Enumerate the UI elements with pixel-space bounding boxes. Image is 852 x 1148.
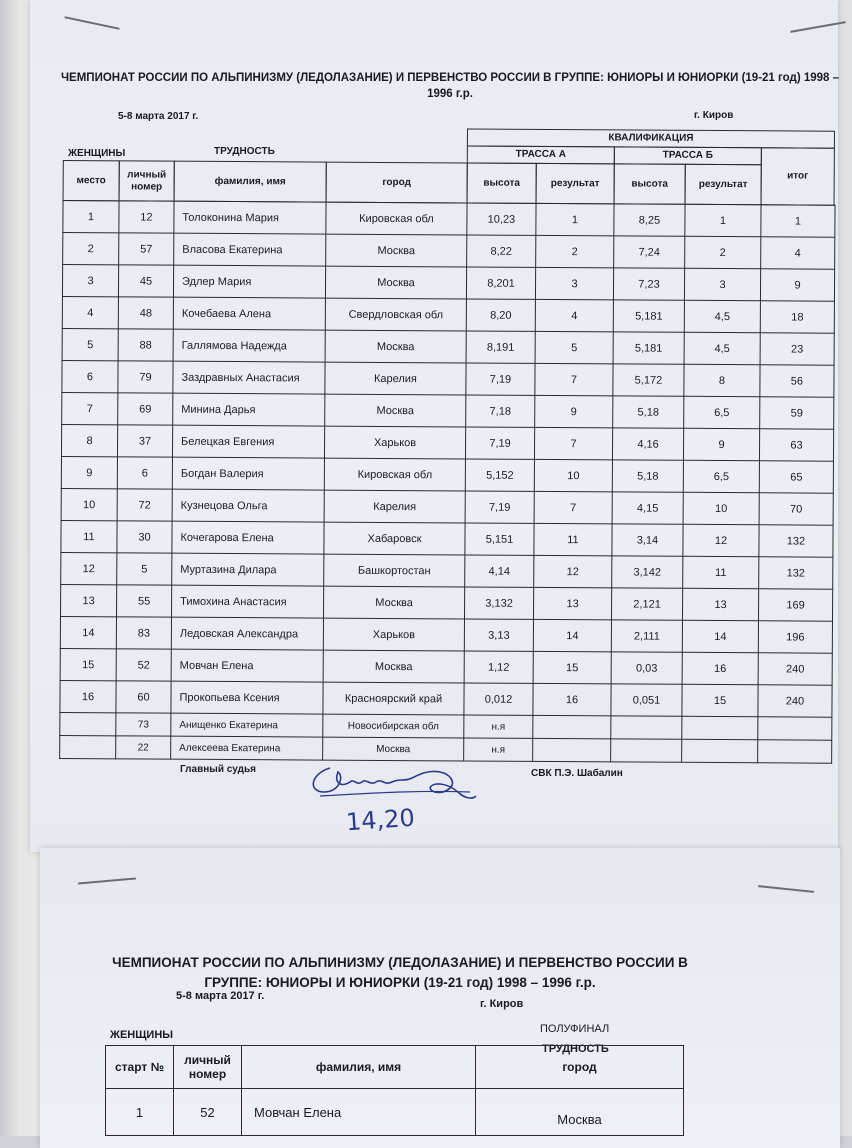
cell-height-b: 0,03	[611, 652, 682, 684]
cell-result-b: 8	[684, 364, 760, 396]
cell-result-b	[682, 739, 758, 762]
cell-name: Эдлер Мария	[173, 265, 325, 298]
cell-number: 83	[116, 617, 171, 649]
cell-number: 48	[118, 297, 173, 329]
cell-place: 12	[61, 552, 117, 584]
cell-height-a: н.я	[464, 738, 533, 761]
cell-city: Москва	[325, 330, 466, 363]
cell-total: 132	[759, 525, 833, 557]
chief-judge-label: Главный судья	[180, 764, 256, 775]
cell-height-b: 5,172	[613, 364, 684, 396]
cell-name: Кочегарова Елена	[172, 521, 324, 554]
cell-name: Заздравных Анастасия	[173, 361, 325, 394]
cell-total: 196	[758, 621, 832, 653]
cell-place	[60, 712, 116, 735]
cell-place: 13	[61, 584, 117, 616]
cell-name: Муртазина Дилара	[172, 553, 324, 586]
judge-name: СВК П.Э. Шабалин	[531, 768, 623, 779]
semi-start: 1	[106, 1089, 174, 1136]
cell-result-a: 9	[535, 395, 613, 427]
cell-place: 7	[62, 392, 118, 424]
cell-city: Хабаровск	[324, 522, 465, 555]
cell-result-b: 16	[682, 652, 758, 684]
cell-height-a: 5,151	[465, 523, 534, 555]
header-height-b: высота	[614, 163, 686, 204]
semi-name: Мовчан Елена	[242, 1089, 476, 1136]
cell-place: 14	[60, 616, 116, 648]
cell-total: 65	[759, 461, 833, 493]
cell-result-a: 11	[534, 523, 612, 555]
semi-header-start: старт №	[106, 1046, 174, 1089]
cell-result-a	[533, 738, 611, 761]
cell-result-b	[682, 716, 758, 739]
header-route-b: ТРАССА Б	[614, 146, 762, 165]
sheet2-category: ЖЕНЩИНЫ	[110, 1029, 174, 1041]
table-row	[61, 456, 833, 493]
cell-result-a: 10	[534, 459, 612, 491]
cell-total: 4	[761, 237, 835, 269]
sheet1-city: г. Киров	[694, 110, 734, 121]
cell-total: 56	[760, 365, 834, 397]
cell-height-b: 3,142	[612, 556, 683, 588]
header-qualification: КВАЛИФИКАЦИЯ	[467, 128, 835, 148]
table-row	[62, 328, 834, 365]
cell-total: 240	[758, 685, 832, 717]
cell-height-b: 5,181	[613, 332, 684, 364]
cell-height-a: 8,201	[466, 267, 535, 299]
cell-result-a: 7	[534, 427, 612, 459]
cell-height-a: н.я	[464, 715, 533, 738]
cell-place: 10	[61, 488, 117, 520]
header-total: итог	[761, 147, 835, 205]
cell-city: Карелия	[324, 490, 465, 523]
table-row	[60, 648, 832, 685]
cell-number: 6	[117, 457, 172, 489]
cell-result-b: 4,5	[684, 300, 760, 332]
cell-number: 73	[116, 713, 171, 736]
semi-header-number: личный номер	[174, 1046, 242, 1089]
cell-number: 37	[117, 425, 172, 457]
table-row	[61, 488, 833, 525]
cell-result-b: 13	[682, 588, 758, 620]
cell-result-b: 3	[684, 268, 760, 300]
cell-total: 132	[759, 557, 833, 589]
sheet2-stage: ПОЛУФИНАЛ	[540, 1023, 610, 1035]
cell-number: 22	[116, 736, 171, 759]
cell-result-a: 5	[535, 331, 613, 363]
cell-place: 9	[61, 456, 117, 488]
header-route-a: ТРАССА А	[467, 145, 615, 164]
cell-total	[758, 717, 832, 740]
semi-header-city: город	[476, 1046, 684, 1089]
sheet1-category: ЖЕНЩИНЫ	[68, 148, 126, 159]
cell-result-a: 7	[534, 491, 612, 523]
sheet1-title: ЧЕМПИОНАТ РОССИИ ПО АЛЬПИНИЗМУ (ЛЕДОЛАЗАНИЕ) И ПЕРВЕНСТВО РОССИИ В ГРУППЕ: ЮНИОРЫ И ЮНИОРКИ (19-21 год) 1998 – 1996 г.р.	[60, 72, 840, 100]
cell-total: 169	[758, 589, 832, 621]
cell-result-b: 9	[683, 428, 759, 460]
cell-total: 23	[760, 333, 834, 365]
cell-place: 4	[62, 296, 118, 328]
cell-name: Галлямова Надежда	[173, 329, 325, 362]
cell-height-b: 5,18	[613, 396, 684, 428]
cell-result-b: 15	[682, 684, 758, 716]
semi-city: Москва	[476, 1089, 684, 1136]
cell-height-b: 2,111	[611, 620, 682, 652]
cell-height-a: 7,19	[465, 491, 534, 523]
cell-result-b: 6,5	[684, 396, 760, 428]
cell-number: 5	[117, 553, 172, 585]
table-row	[62, 392, 834, 429]
cell-height-a: 7,18	[466, 395, 535, 427]
sheet2-date: 5-8 марта 2017 г.	[176, 990, 265, 1002]
table-row	[60, 680, 832, 717]
cell-total: 70	[759, 493, 833, 525]
header-height-a: высота	[467, 162, 537, 203]
header-number: личный номер	[119, 160, 175, 201]
cell-height-a: 4,14	[465, 555, 534, 587]
cell-height-b: 5,18	[612, 460, 683, 492]
cell-name: Ледовская Александра	[171, 617, 323, 650]
cell-total	[758, 740, 832, 763]
handwritten-time: 14,20	[345, 803, 416, 837]
table-row	[61, 424, 833, 461]
cell-height-b: 2,121	[611, 588, 682, 620]
cell-city: Москва	[323, 586, 464, 619]
sheet2-title: ЧЕМПИОНАТ РОССИИ ПО АЛЬПИНИЗМУ (ЛЕДОЛАЗАНИЕ) И ПЕРВЕНСТВО РОССИИ В ГРУППЕ: ЮНИОРЫ И ЮНИОРКИ (19-21 год) 1998 – 1996 г.р.	[112, 955, 688, 990]
cell-height-a: 8,191	[466, 331, 535, 363]
cell-name: Алексеева Екатерина	[171, 736, 323, 760]
cell-height-b	[611, 739, 682, 762]
cell-height-a: 8,22	[467, 235, 536, 267]
cell-total: 240	[758, 653, 832, 685]
cell-name: Кузнецова Ольга	[172, 489, 324, 522]
cell-height-b: 4,15	[612, 492, 683, 524]
cell-height-a: 5,152	[465, 459, 534, 491]
cell-number: 69	[118, 393, 173, 425]
cell-result-a: 16	[533, 683, 611, 715]
cell-result-b: 1	[685, 204, 761, 236]
sheet1-discipline: ТРУДНОСТЬ	[214, 146, 275, 157]
cell-city: Красноярский край	[323, 682, 464, 715]
cell-place: 8	[61, 424, 117, 456]
cell-total: 1	[761, 205, 835, 237]
cell-result-b: 12	[683, 524, 759, 556]
cell-result-a: 1	[536, 203, 614, 235]
cell-result-a	[533, 715, 611, 738]
cell-result-b: 6,5	[683, 460, 759, 492]
table-row	[63, 233, 835, 270]
cell-city: Москва	[325, 394, 466, 427]
cell-result-a: 12	[534, 555, 612, 587]
results-rows	[59, 200, 835, 764]
semifinal-table	[105, 1045, 684, 1136]
cell-city: Кировская обл	[324, 458, 465, 491]
cell-place: 3	[62, 265, 118, 297]
header-result-b: результат	[685, 164, 762, 205]
cell-result-a: 3	[535, 267, 613, 299]
cell-place: 5	[62, 328, 118, 360]
cell-city: Москва	[323, 737, 464, 761]
cell-result-a: 7	[535, 363, 613, 395]
cell-city: Москва	[325, 266, 466, 299]
semi-number: 52	[174, 1089, 242, 1136]
cell-height-a: 3,13	[464, 619, 533, 651]
cell-number: 79	[118, 361, 173, 393]
cell-number: 60	[116, 681, 171, 713]
cell-city: Карелия	[325, 362, 466, 395]
cell-height-a: 0,012	[464, 683, 533, 715]
sheet2-discipline: ТРУДНОСТЬ	[542, 1043, 609, 1055]
cell-place: 2	[63, 233, 119, 265]
cell-height-a: 10,23	[467, 203, 536, 235]
cell-number: 55	[117, 585, 172, 617]
cell-place: 15	[60, 648, 116, 680]
cell-result-b: 4,5	[684, 332, 760, 364]
cell-height-a: 7,19	[465, 427, 534, 459]
cell-number: 88	[118, 329, 173, 361]
sheet1-date: 5-8 марта 2017 г.	[118, 111, 199, 122]
table-row	[62, 265, 834, 302]
cell-city: Башкортостан	[324, 554, 465, 587]
table-row	[61, 552, 833, 589]
cell-name: Кочебаева Алена	[173, 297, 325, 330]
table-row	[61, 584, 833, 621]
cell-total: 63	[759, 429, 833, 461]
cell-name: Богдан Валерия	[172, 457, 324, 490]
cell-height-b: 3,14	[612, 524, 683, 556]
cell-city: Свердловская обл	[325, 298, 466, 331]
cell-height-a: 3,132	[464, 587, 533, 619]
table-row	[62, 360, 834, 397]
cell-city: Новосибирская обл	[323, 714, 464, 738]
sheet2-city: г. Киров	[480, 998, 524, 1010]
cell-result-b: 14	[682, 620, 758, 652]
cell-number: 45	[118, 265, 173, 297]
table-row	[61, 520, 833, 557]
cell-place: 16	[60, 680, 116, 712]
cell-number: 72	[117, 489, 172, 521]
cell-number: 30	[117, 521, 172, 553]
header-name: фамилия, имя	[174, 161, 327, 203]
cell-height-b: 5,181	[613, 300, 684, 332]
cell-number: 52	[116, 649, 171, 681]
cell-height-b: 7,23	[613, 268, 684, 300]
cell-result-a: 15	[533, 651, 611, 683]
cell-result-b: 2	[685, 236, 761, 268]
cell-place: 1	[63, 201, 119, 233]
cell-height-b: 0,051	[611, 684, 682, 716]
semi-row	[106, 1089, 684, 1136]
cell-name: Власова Екатерина	[174, 233, 326, 266]
cell-number: 57	[119, 233, 174, 265]
cell-city: Москва	[326, 234, 467, 267]
cell-total: 18	[760, 301, 834, 333]
cell-result-a: 14	[533, 619, 611, 651]
semi-header-name: фамилия, имя	[242, 1046, 476, 1089]
cell-name: Минина Дарья	[173, 393, 325, 426]
cell-height-b	[611, 716, 682, 739]
cell-place	[60, 735, 116, 758]
table-row	[62, 296, 834, 333]
cell-height-a: 7,19	[466, 363, 535, 395]
cell-name: Прокопьева Ксения	[171, 681, 323, 714]
cell-result-b: 11	[683, 556, 759, 588]
cell-height-b: 8,25	[614, 204, 685, 236]
signature	[300, 752, 480, 808]
cell-result-a: 2	[536, 235, 614, 267]
table-row	[60, 616, 832, 653]
cell-height-b: 4,16	[612, 428, 683, 460]
cell-city: Харьков	[323, 618, 464, 651]
cell-city: Харьков	[324, 426, 465, 459]
cell-name: Толоконина Мария	[174, 201, 326, 234]
header-city: город	[326, 162, 468, 204]
cell-height-a: 8,20	[466, 299, 535, 331]
cell-result-b: 10	[683, 492, 759, 524]
cell-result-a: 13	[533, 587, 611, 619]
cell-city: Кировская обл	[326, 202, 467, 235]
results-table	[59, 126, 835, 756]
cell-city: Москва	[323, 650, 464, 683]
cell-name: Белецкая Евгения	[172, 425, 324, 458]
cell-height-b: 7,24	[614, 236, 685, 268]
cell-total: 59	[760, 397, 834, 429]
cell-height-a: 1,12	[464, 651, 533, 683]
cell-place: 6	[62, 360, 118, 392]
cell-place: 11	[61, 520, 117, 552]
cell-name: Анищенко Екатерина	[171, 713, 323, 737]
cell-total: 9	[760, 269, 834, 301]
header-result-a: результат	[536, 163, 615, 204]
cell-result-a: 4	[535, 299, 613, 331]
cell-number: 12	[119, 201, 174, 233]
cell-name: Мовчан Елена	[171, 649, 323, 682]
table-row	[63, 201, 835, 238]
cell-name: Тимохина Анастасия	[172, 585, 324, 618]
header-place: место	[63, 160, 120, 201]
